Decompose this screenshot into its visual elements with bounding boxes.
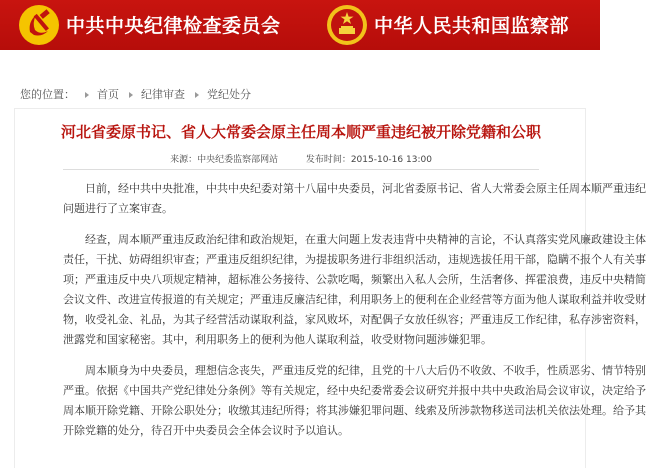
paragraph-line: 物，收受礼金、礼品，为其子经营活动谋取利益，家风败坏，对配偶子女放任纵容；严重违反工作纪律，私存涉密资料， xyxy=(63,313,646,326)
paragraph-line: 问题进行了立案审查。 xyxy=(63,202,173,215)
paragraph-line: 周本顺身为中央委员，理想信念丧失，严重违反党的纪律，且党的十八大后仍不收敛、不收手，性质恶劣、情节特别 xyxy=(85,364,646,377)
cpc-ccdi-title: 中共中央纪律检查委员会 xyxy=(66,15,281,37)
paragraph-line: 严重。依据《中国共产党纪律处分条例》等有关规定，经中央纪委常委会议研究并报中共中央政治局会议审议，决定给予 xyxy=(63,384,646,397)
paragraph-line: 责任，干扰、妨碍组织审查；严重违反组织纪律，为提拔职务进行非组织活动，违规选拔任用干部，隐瞒不报个人有关事 xyxy=(63,253,646,266)
article-paragraph xyxy=(63,179,646,219)
paragraph-line: 开除党籍的处分，待召开中央委员会全体会议时予以追认。 xyxy=(63,424,349,437)
paragraph-line: 项；严重违反中央八项规定精神，超标准公务接待、公款吃喝，频繁出入私人会所，生活奢侈、挥霍浪费，违反中央精简 xyxy=(63,273,646,286)
breadcrumb xyxy=(20,86,251,102)
party-emblem-icon xyxy=(18,4,60,46)
breadcrumb-discipline-review-link[interactable]: 纪律审查 xyxy=(141,88,185,101)
article-published-time: 发布时间：2015-10-16 13:00 xyxy=(305,155,432,165)
breadcrumb-arrow-icon xyxy=(85,92,89,98)
breadcrumb-prefix: 您的位置： xyxy=(20,88,75,101)
ministry-of-supervision-title: 中华人民共和国监察部 xyxy=(374,15,570,37)
article-paragraph xyxy=(63,361,646,441)
article-meta xyxy=(15,152,587,165)
article-title: 河北省委原书记、省人大常委会原主任周本顺严重违纪被开除党籍和公职 xyxy=(60,123,541,141)
paragraph-line: 会议文件、改进宣传报道的有关规定；严重违反廉洁纪律，利用职务上的便利在企业经营等方面为他人谋取利益并收受财 xyxy=(63,293,646,306)
article-source: 来源：中央纪委监察部网站 xyxy=(170,155,279,165)
article-card xyxy=(14,108,646,468)
article-paragraph xyxy=(63,230,646,350)
paragraph-line: 日前，经中共中央批准，中共中央纪委对第十八届中央委员，河北省委原书记、省人大常委会原主任周本顺严重违纪 xyxy=(85,182,646,195)
national-emblem-icon xyxy=(326,4,368,46)
breadcrumb-arrow-icon xyxy=(195,92,199,98)
title-divider xyxy=(63,169,539,170)
breadcrumb-arrow-icon xyxy=(129,92,133,98)
paragraph-line: 周本顺开除党籍、开除公职处分；收缴其违纪所得；将其涉嫌犯罪问题、线索及所涉款物移送司法机关依法处理。给予其 xyxy=(63,404,646,417)
breadcrumb-party-sanctions-link[interactable]: 党纪处分 xyxy=(207,88,251,101)
paragraph-line: 经查，周本顺严重违反政治纪律和政治规矩，在重大问题上发表违背中央精神的言论，不认真落实党风廉政建设主体 xyxy=(85,233,646,246)
breadcrumb-home-link[interactable]: 首页 xyxy=(97,88,119,101)
site-banner xyxy=(0,0,600,50)
paragraph-line: 泄露党和国家秘密。其中，利用职务上的便利为他人谋取利益，收受财物问题涉嫌犯罪。 xyxy=(63,333,492,346)
